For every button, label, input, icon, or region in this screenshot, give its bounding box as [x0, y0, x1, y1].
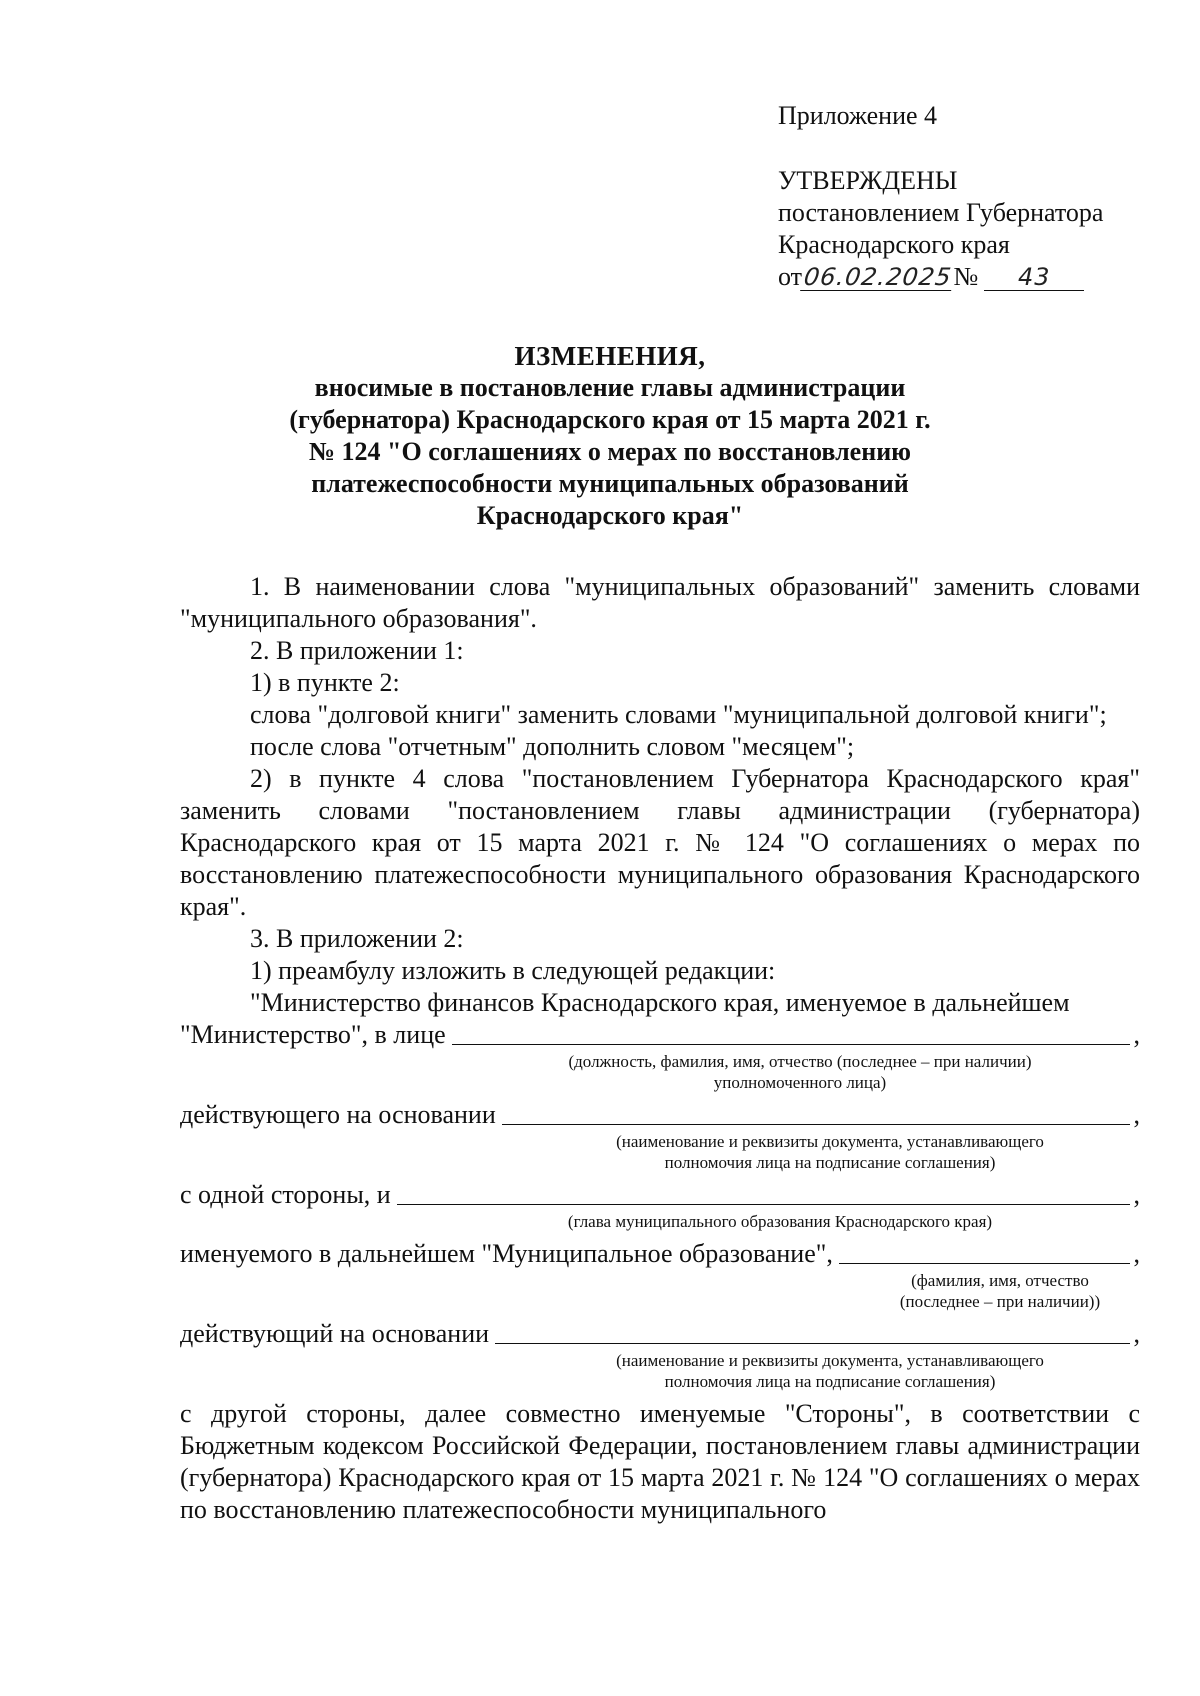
fill-label: с одной стороны, и — [180, 1180, 391, 1209]
document-body — [180, 571, 1140, 1526]
document-title — [180, 340, 1040, 532]
fill-line-representative — [180, 1019, 1140, 1051]
paragraph: 1) преамбулу изложить в следующей редакции: — [250, 956, 776, 985]
blank-field — [495, 1319, 1129, 1344]
date-prefix: от — [778, 262, 803, 291]
title-line: (губернатора) Краснодарского края от 15 марта 2021 г. — [289, 405, 931, 434]
fill-line-basis-2 — [180, 1318, 1140, 1350]
paragraph: 2. В приложении 1: — [250, 636, 464, 665]
approval-stamp: УТВЕРЖДЕНЫ — [778, 166, 958, 195]
title-line: вносимые в постановление главы администрации — [314, 373, 906, 402]
approval-line-2: Краснодарского края — [778, 230, 1010, 259]
fill-label: действующий на основании — [180, 1319, 490, 1348]
caption-line: (последнее – при наличии)) — [899, 1292, 1101, 1311]
fill-label: действующего на основании — [180, 1100, 496, 1129]
caption-line: (наименование и реквизиты документа, устанавливающего — [616, 1132, 1044, 1151]
caption-line: полномочия лица на подписание соглашения) — [664, 1153, 996, 1172]
field-caption — [180, 1051, 1140, 1093]
approval-line-1: постановлением Губернатора — [778, 198, 1104, 227]
fill-label: именуемого в дальнейшем "Муниципальное образование", — [180, 1239, 833, 1268]
handwritten-date: 06.02.2025 — [802, 263, 954, 291]
paragraph: "Министерство финансов Краснодарского края, именуемое в дальнейшем — [250, 988, 1070, 1017]
approval-date-line — [778, 261, 1178, 293]
fill-line-head — [180, 1179, 1140, 1211]
paragraph: после слова "отчетным" дополнить словом "месяцем"; — [250, 732, 855, 761]
fill-line-basis — [180, 1099, 1140, 1131]
paragraph: 3. В приложении 2: — [250, 924, 464, 953]
caption-line: полномочия лица на подписание соглашения) — [664, 1372, 996, 1391]
caption-line: (фамилия, имя, отчество — [911, 1271, 1089, 1290]
comma: , — [1133, 1020, 1140, 1049]
comma: , — [1133, 1239, 1140, 1268]
field-caption — [180, 1270, 1140, 1312]
blank-field — [452, 1020, 1130, 1045]
field-caption — [180, 1211, 1140, 1232]
title-line: № 124 "О соглашениях о мерах по восстановлению — [308, 437, 912, 466]
number-sign: № — [953, 262, 979, 291]
appendix-label: Приложение 4 — [778, 101, 938, 130]
paragraph: с другой стороны, далее совместно именуемые "Стороны", в соответствии с Бюджетным кодексом Российской Федерации, постановлением главы администрации (губернатора) Краснодарского края от 15 марта 2021 г. № 124 "О соглашениях о мерах по восстановлению платежеспособности муниципального — [180, 1399, 1140, 1524]
caption-line: (глава муниципального образования Краснодарского края) — [567, 1212, 993, 1231]
paragraph: 2) в пункте 4 слова "постановлением Губернатора Краснодарского края" заменить словами "постановлением главы администрации (губернатора) Краснодарского края от 15 марта 2021 г. № 124 "О соглашениях о мерах по восстановлению платежеспособности муниципального образования Краснодарского края". — [180, 764, 1140, 921]
field-caption — [180, 1131, 1140, 1173]
paragraph: 1. В наименовании слова "муниципальных образований" заменить словами "муниципального образования". — [180, 572, 1140, 633]
fill-line-municipality — [180, 1238, 1140, 1270]
caption-line: (должность, фамилия, имя, отчество (последнее – при наличии) — [568, 1052, 1032, 1071]
comma: , — [1133, 1100, 1140, 1129]
approval-block — [778, 100, 1178, 293]
paragraph: 1) в пункте 2: — [250, 668, 400, 697]
fill-label: "Министерство", в лице — [180, 1020, 446, 1049]
comma: , — [1133, 1180, 1140, 1209]
field-caption — [180, 1350, 1140, 1392]
title-line: платежеспособности муниципальных образований — [311, 469, 909, 498]
caption-line: (наименование и реквизиты документа, устанавливающего — [616, 1351, 1044, 1370]
comma: , — [1133, 1319, 1140, 1348]
blank-field — [397, 1180, 1130, 1205]
paragraph: слова "долговой книги" заменить словами "муниципальной долговой книги"; — [250, 700, 1107, 729]
handwritten-number: 43 — [984, 264, 1084, 291]
title-head: ИЗМЕНЕНИЯ, — [514, 341, 706, 371]
title-line: Краснодарского края" — [476, 501, 744, 530]
blank-field — [839, 1239, 1130, 1264]
blank-field — [502, 1100, 1130, 1125]
caption-line: уполномоченного лица) — [713, 1073, 887, 1092]
